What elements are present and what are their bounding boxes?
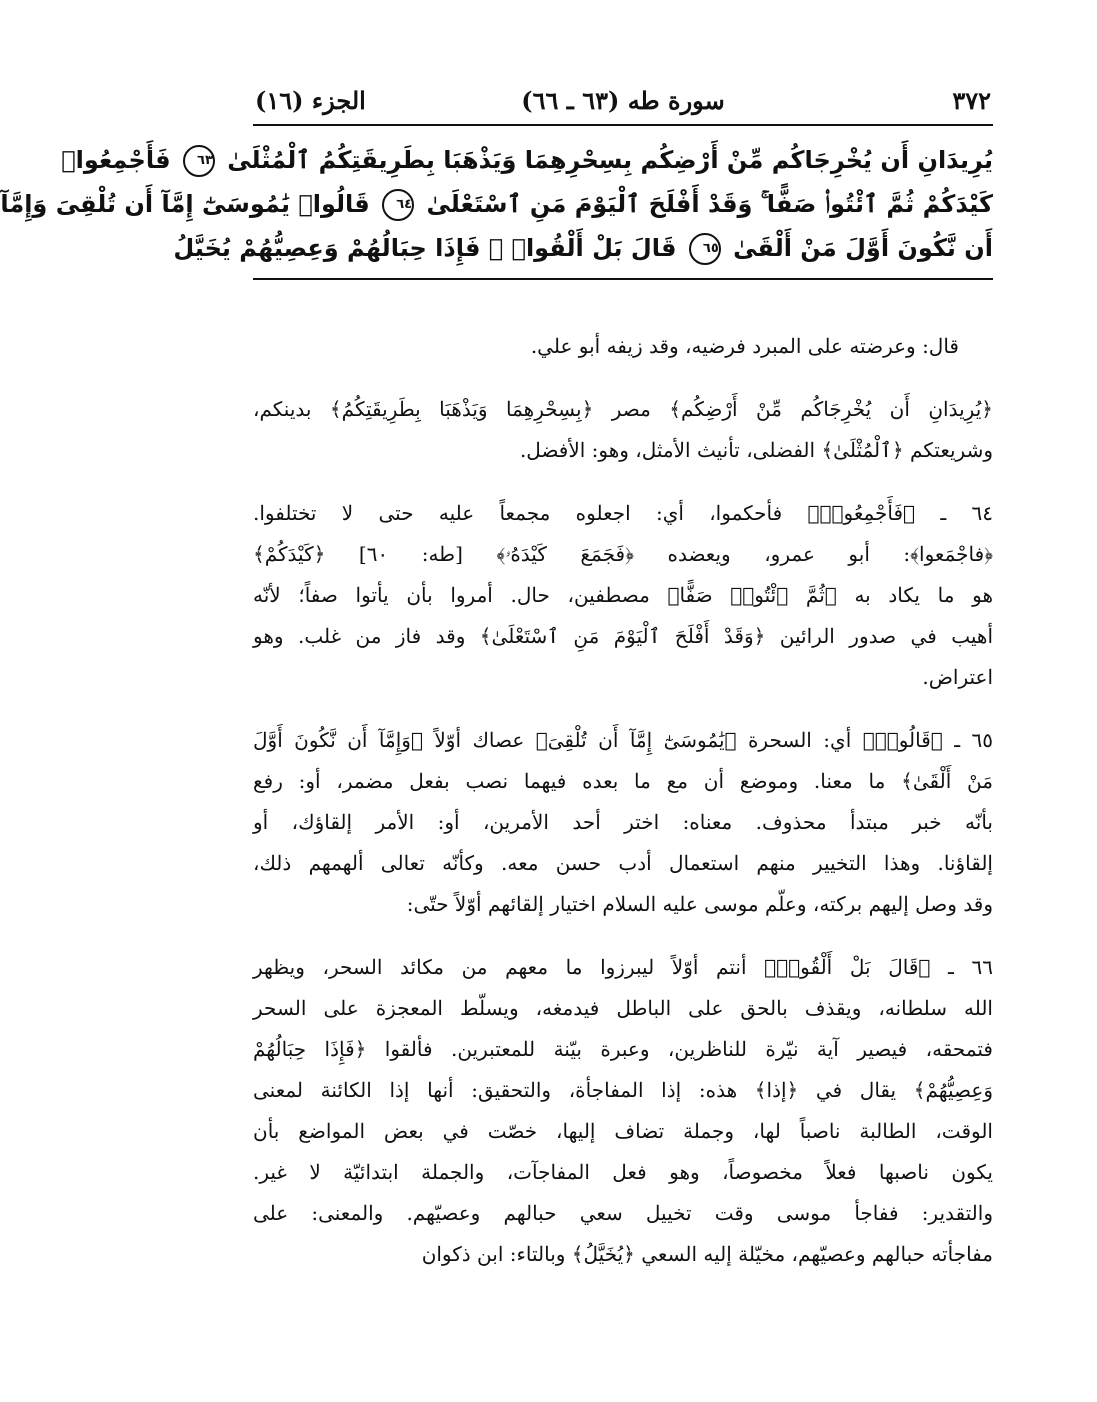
commentary-line: يكون ناصبها فعلاً مخصوصاً، وهو فعل المفاجآت، والجملة ابتدائيّة لا غير. bbox=[253, 1160, 993, 1184]
ayah-number-marker: ٦٤ bbox=[382, 189, 414, 221]
juz-label: الجزء (١٦) bbox=[255, 86, 366, 115]
commentary-line: وقد وصل إليهم بركته، وعلّم موسى عليه السلام اختيار إلقائهم أوّلاً حتّى: bbox=[406, 892, 993, 916]
tafsir-commentary bbox=[253, 326, 993, 1275]
quran-line: يُرِيدَانِ أَن يُخْرِجَاكُم مِّنْ أَرْضِكُم بِسِحْرِهِمَا وَيَذْهَبَا بِطَرِيقَتِكُمُ ٱلْمُثْلَىٰ ٦٣ فَأَجْمِعُوا۟ bbox=[253, 138, 993, 182]
commentary-paragraph-verse-66 bbox=[253, 947, 993, 1275]
commentary-line: قال: وعرضته على المبرد فرضيه، وقد زيفه أبو علي. bbox=[530, 334, 959, 358]
commentary-line: ٦٦ ـ ﴿قَالَ بَلْ أَلْقُوا۟﴾ أنتم أوّلاً ليبرزوا ما معهم من مكائد السحر، ويظهر bbox=[253, 955, 993, 979]
quran-line: أَن نَّكُونَ أَوَّلَ مَنْ أَلْقَىٰ ٦٥ قَالَ بَلْ أَلْقُوا۟ ۖ فَإِذَا حِبَالُهُمْ وَعِصِيُّهُمْ يُخَيَّلُ bbox=[253, 226, 993, 270]
commentary-line: الوقت، الطالبة ناصباً لها، وجملة تضاف إليها، خصّت في بعض المواضع بأن bbox=[253, 1119, 993, 1143]
commentary-line: اعتراض. bbox=[922, 665, 993, 689]
quran-line: كَيْدَكُمْ ثُمَّ ٱئْتُوا۟ صَفًّا ۚ وَقَدْ أَفْلَحَ ٱلْيَوْمَ مَنِ ٱسْتَعْلَىٰ ٦٤ قَالُوا۟ يَٰمُوسَىٰٓ إِمَّآ أَن تُلْقِىَ وَإِمَّآ bbox=[253, 182, 993, 226]
commentary-line: فتمحقه، فيصير آية نيّرة للناظرين، وعبرة بيّنة للمعتبرين. فألقوا ﴿فَإِذَا حِبَالُهُمْ bbox=[253, 1037, 993, 1061]
ayah-number-marker: ٦٣ bbox=[183, 145, 215, 177]
ayah-number-marker: ٦٥ bbox=[689, 233, 721, 265]
commentary-paragraph bbox=[253, 389, 993, 471]
commentary-paragraph bbox=[253, 326, 993, 367]
page-number: ٣٧٢ bbox=[952, 86, 991, 115]
commentary-line: بأنّه خبر مبتدأ محذوف. معناه: اختر أحد الأمرين، أو: الأمر إلقاؤك، أو bbox=[253, 810, 993, 834]
commentary-paragraph-verse-65 bbox=[253, 720, 993, 925]
commentary-line: مَنْ أَلْقَىٰ﴾ ما معنا. وموضع أن مع ما بعده فيهما نصب بفعل مضمر، أو: رفع bbox=[253, 769, 993, 793]
commentary-line: هو ما يكاد به ﴿ثُمَّ ٱئْتُوا۟ صَفًّا﴾ مصطفين، حال. أمروا بأن يأتوا صفاً؛ لأنّه bbox=[253, 583, 993, 607]
commentary-line: أهيب في صدور الرائين ﴿وَقَدْ أَفْلَحَ ٱلْيَوْمَ مَنِ ٱسْتَعْلَىٰ﴾ وقد فاز من غلب. وهو bbox=[253, 624, 993, 648]
commentary-line: والتقدير: ففاجأ موسى وقت تخييل سعي حبالهم وعصيّهم. والمعنى: على bbox=[253, 1201, 993, 1225]
commentary-line: ٦٤ ـ ﴿فَأَجْمِعُوا۟﴾ فأحكموا، أي: اجعلوه مجمعاً عليه حتى لا تختلفوا. bbox=[253, 501, 993, 525]
commentary-line: الله سلطانه، ويقذف بالحق على الباطل فيدمغه، ويسلّط المعجزة على السحر bbox=[253, 996, 993, 1020]
commentary-paragraph-verse-64 bbox=[253, 493, 993, 698]
commentary-line: ﴿فاجْمَعوا﴾: أبو عمرو، ويعضده ﴿فَجَمَعَ كَيْدَهُۥ﴾ [طه: ٦٠] ﴿كَيْدَكُمْ﴾ bbox=[253, 542, 994, 566]
commentary-line: مفاجأته حبالهم وعصيّهم، مخيّلة إليه السعي ﴿يُخَيَّلُ﴾ وبالتاء: ابن ذكوان bbox=[421, 1242, 993, 1266]
book-page bbox=[0, 78, 994, 1297]
quran-verses-block bbox=[0, 138, 993, 280]
running-header bbox=[253, 78, 993, 126]
commentary-line: ﴿يُرِيدَانِ أَن يُخْرِجَاكُم مِّنْ أَرْضِكُم﴾ مصر ﴿بِسِحْرِهِمَا وَيَذْهَبَا بِطَرِيقَتِكُمُ﴾ بدينكم، bbox=[253, 397, 993, 421]
commentary-line: وشريعتكم ﴿ٱلْمُثْلَىٰ﴾ الفضلى، تأنيث الأمثل، وهو: الأفضل. bbox=[519, 438, 993, 462]
commentary-line: إلقاؤنا. وهذا التخيير منهم استعمال أدب حسن معه. وكأنّه تعالى ألهمهم ذلك، bbox=[253, 851, 993, 875]
commentary-line: ٦٥ ـ ﴿قَالُوا۟﴾ أي: السحرة ﴿يَٰمُوسَىٰٓ إِمَّآ أَن تُلْقِىَ﴾ عصاك أوّلاً ﴿وَإِمَّآ أَن نَّكُونَ أَوَّلَ bbox=[253, 728, 993, 752]
surah-range-title: سورة طه (٦٣ ـ ٦٦) bbox=[521, 86, 725, 115]
commentary-line: وَعِصِيُّهُمْ﴾ يقال في ﴿إذا﴾ هذه: إذا المفاجأة، والتحقيق: أنها إذا الكائنة لمعنى bbox=[253, 1078, 993, 1102]
